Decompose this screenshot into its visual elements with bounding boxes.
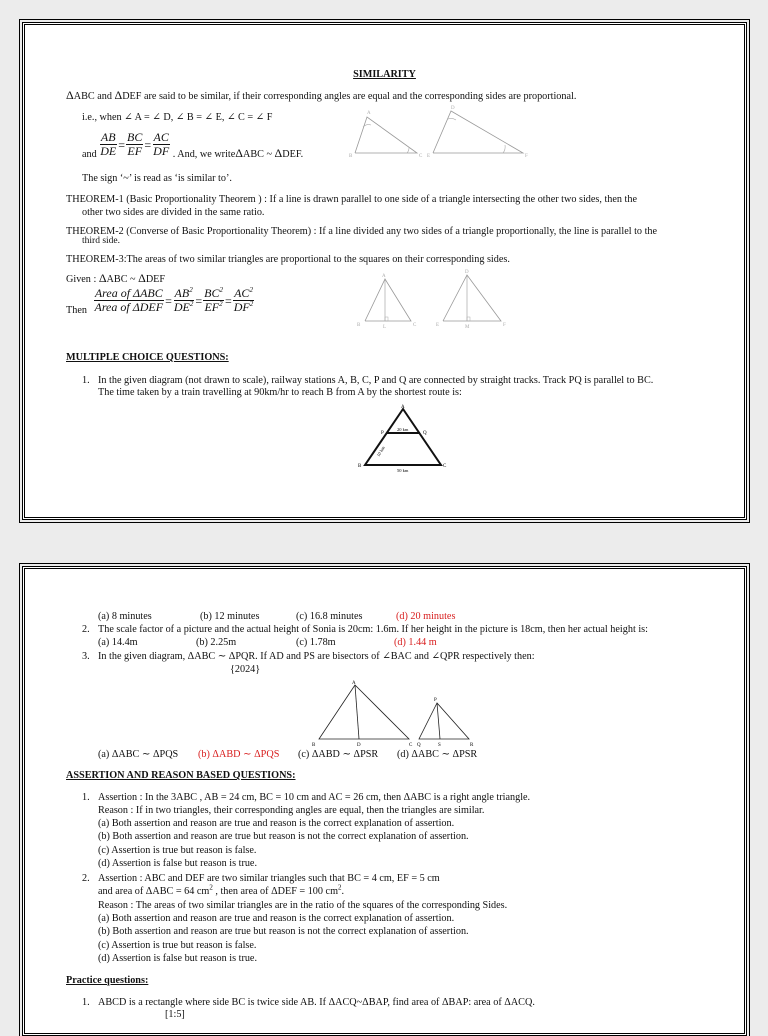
svg-text:D: D xyxy=(357,743,361,748)
triangle-pqr xyxy=(419,703,469,739)
ratio-line: and $\frac{AB}{DE}$ = $\frac{BC}{EF}$ = $\frac{AC}{DF}$ . And, we writeΔABC ~ ΔDEF. xyxy=(82,130,304,160)
label-f: F xyxy=(525,154,528,159)
ar-2-option-b: (b) Both assertion and reason are true but reason is not the correct explanation of assertion. xyxy=(98,926,469,937)
option-d-answer: (d) 20 minutes xyxy=(396,611,456,622)
similar-triangles-figure xyxy=(343,105,533,161)
railway-triangle-figure xyxy=(353,403,453,475)
area-ratio: $\frac{\text{Area of ΔABC}}{\text{Area of ΔDEF}}$ xyxy=(94,286,164,314)
label-b: B xyxy=(358,464,362,469)
option-c: (c) ΔABD ∼ ΔPSR xyxy=(298,749,379,760)
label-p: P xyxy=(381,431,384,436)
label-q: Q xyxy=(423,431,427,436)
ar-2-number: 2. xyxy=(82,873,90,884)
option-c: (c) 1.78m xyxy=(296,637,336,648)
option-b: (b) 2.25m xyxy=(196,637,237,648)
assertion-reason-heading: ASSERTION AND REASON BASED QUESTIONS: xyxy=(66,770,296,781)
triangle-def-altitude xyxy=(443,275,501,321)
ar-2-assertion: Assertion : ABC and DEF are two similar triangles such that BC = 4 cm, EF = 5 cm xyxy=(98,873,440,884)
option-b: (b) 12 minutes xyxy=(200,611,260,622)
mcq-3-options xyxy=(98,749,477,761)
svg-text:C: C xyxy=(413,323,417,328)
svg-text:A: A xyxy=(352,681,356,686)
theorem-1-cont: other two sides are divided in the same ratio. xyxy=(82,207,265,218)
ratio-ac-df: $\frac{AC}{DF}$ xyxy=(153,130,170,158)
area-ratio-formula: Then $\frac{\text{Area of ΔABC}}{\text{Area of ΔDEF}}$ = $\frac{AB^2}{DE^2}$ = $\frac{BC^2}{EF^2}$ = $\frac{AC^2}{DF^2}$ xyxy=(66,286,254,316)
ar-1-option-a: (a) Both assertion and reason are true and reason is the correct explanation of assertion. xyxy=(98,818,455,829)
svg-text:E: E xyxy=(436,323,440,328)
practice-heading: Practice questions: xyxy=(66,975,149,986)
option-d-answer: (d) 1.44 m xyxy=(394,637,437,648)
theorem-1: THEOREM-1 (Basic Proportionality Theorem ) : If a line is drawn parallel to one side of a triangle intersecting the other two sides, then the xyxy=(66,194,638,205)
option-a: (a) 14.4m xyxy=(98,637,138,648)
option-d: (d) ΔABC ∼ ΔPSR xyxy=(397,749,478,760)
ratio-bc-ef: $\frac{BC}{EF}$ xyxy=(127,130,143,158)
practice-1-answer: [1:5] xyxy=(165,1009,185,1020)
square-ratio-ab: $\frac{AB^2}{DE^2}$ xyxy=(173,286,194,314)
label-b: B xyxy=(349,154,353,159)
ar-1-reason: Reason : If in two triangles, their corresponding angles are equal, then the triangles are similar. xyxy=(98,805,485,816)
label-a: A xyxy=(401,405,405,410)
theorem-2-cont: third side. xyxy=(82,236,120,246)
ratio-ab-de: $\frac{AB}{DE}$ xyxy=(100,130,117,158)
label-d: D xyxy=(451,106,455,111)
ar-1-number: 1. xyxy=(82,792,90,803)
svg-text:B: B xyxy=(357,323,361,328)
option-a: (a) ΔABC ∼ ΔPQS xyxy=(98,749,179,760)
triangle-abc xyxy=(355,117,417,153)
mcq-1-text-cont: The time taken by a train travelling at 90km/hr to reach B from A by the shortest route is: xyxy=(98,387,462,398)
angle-equalities: i.e., when ∠ A = ∠ D, ∠ B = ∠ E, ∠ C = ∠ F xyxy=(82,112,273,123)
ar-1-option-b: (b) Both assertion and reason are true but reason is not the correct explanation of assertion. xyxy=(98,831,469,842)
svg-text:R: R xyxy=(470,743,474,748)
svg-text:M: M xyxy=(465,325,470,329)
svg-text:Q: Q xyxy=(417,743,421,748)
theorem-3: THEOREM-3:The areas of two similar triangles are proportional to the squares on their corresponding sides. xyxy=(66,254,510,265)
triangle-abc xyxy=(319,685,409,739)
altitude-triangles-figure xyxy=(355,269,515,329)
mcq-heading: MULTIPLE CHOICE QUESTIONS: xyxy=(66,352,229,363)
ar-1-option-c: (c) Assertion is true but reason is false. xyxy=(98,845,257,856)
ar-1-option-d: (d) Assertion is false but reason is true. xyxy=(98,858,258,869)
label-pq-length: 20 km xyxy=(397,427,409,432)
triangle-abc-altitude xyxy=(365,279,411,321)
sign-note: The sign ‘~’ is read as ‘is similar to’. xyxy=(82,173,232,184)
page-title: SIMILARITY xyxy=(353,69,416,80)
mcq-3-text: In the given diagram, ΔABC ∼ ΔPQR. If AD and PS are bisectors of ∠BAC and ∠QPR respectively then: xyxy=(98,651,535,662)
svg-text:A: A xyxy=(382,274,386,279)
svg-text:C: C xyxy=(409,743,413,748)
theorem-2: THEOREM-2 (Converse of Basic Proportionality Theorem) : If a line divided any two sides of a triangle proportionally, the line is parallel to the xyxy=(66,226,658,237)
bisector-ps xyxy=(437,703,440,739)
mcq-1-number: 1. xyxy=(82,375,90,386)
svg-text:D: D xyxy=(465,270,469,275)
ar-2-reason: Reason : The areas of two similar triangles are in the ratio of the squares of the corresponding Sides. xyxy=(98,900,508,911)
mcq-3-year: {2024} xyxy=(230,664,261,675)
mcq-1-options xyxy=(98,611,455,623)
svg-text:F: F xyxy=(503,323,506,328)
practice-1-text: ABCD is a rectangle where side BC is twice side AB. If ΔACQ~ΔBAP, find area of ΔBAP: area of ΔACQ. xyxy=(98,997,535,1008)
svg-text:S: S xyxy=(438,743,441,748)
svg-text:L: L xyxy=(383,325,387,329)
label-ap-length: 10 km xyxy=(375,445,386,458)
option-a: (a) 8 minutes xyxy=(98,611,152,622)
ar-1-assertion: Assertion : In the 3ABC , AB = 24 cm, BC = 10 cm and AC = 26 cm, then ΔABC is a right angle triangle. xyxy=(98,792,531,803)
given-line: Given : ΔABC ~ ΔDEF xyxy=(66,271,166,285)
label-c: C xyxy=(443,464,447,469)
label-bc-length: 50 km xyxy=(397,468,409,473)
ar-2-assertion-cont: and area of ΔABC = 64 $cm^2$ , then area of ΔDEF = 100 $cm^2$. xyxy=(98,883,345,897)
triangle-def xyxy=(433,111,523,153)
ar-2-option-c: (c) Assertion is true but reason is false. xyxy=(98,940,257,951)
label-e: E xyxy=(427,154,431,159)
svg-text:B: B xyxy=(312,743,316,748)
square-ratio-ac: $\frac{AC^2}{DF^2}$ xyxy=(233,286,254,314)
page-1 xyxy=(22,22,747,520)
mcq-1-text: In the given diagram (not drawn to scale), railway stations A, B, C, P and Q are connected by straight tracks. Track PQ is parallel to BC. xyxy=(98,375,654,386)
mcq-2-text: The scale factor of a picture and the actual height of Sonia is 20cm: 1.6m. If her height in the picture is 18cm, then her actual height is: xyxy=(98,624,648,635)
definition-line: ΔABC and ΔDEF are said to be similar, if their corresponding angles are equal and the corresponding sides are proportional. xyxy=(66,88,577,102)
mcq-3-number: 3. xyxy=(82,651,90,662)
mcq-2-options xyxy=(98,637,437,649)
svg-text:P: P xyxy=(434,698,437,703)
page-2 xyxy=(22,566,747,1036)
ar-2-option-d: (d) Assertion is false but reason is true. xyxy=(98,953,258,964)
label-a: A xyxy=(367,111,371,116)
bisector-ad xyxy=(355,685,359,739)
option-b-answer: (b) ΔABD ∼ ΔPQS xyxy=(198,749,280,760)
square-ratio-bc: $\frac{BC^2}{EF^2}$ xyxy=(204,286,223,314)
option-c: (c) 16.8 minutes xyxy=(296,611,363,622)
label-c: C xyxy=(419,154,423,159)
ar-2-option-a: (a) Both assertion and reason are true and reason is the correct explanation of assertion. xyxy=(98,913,455,924)
practice-1-number: 1. xyxy=(82,997,90,1008)
bisector-triangles-figure xyxy=(309,679,489,749)
mcq-2-number: 2. xyxy=(82,624,90,635)
triangle-abc-tracks xyxy=(365,409,441,465)
